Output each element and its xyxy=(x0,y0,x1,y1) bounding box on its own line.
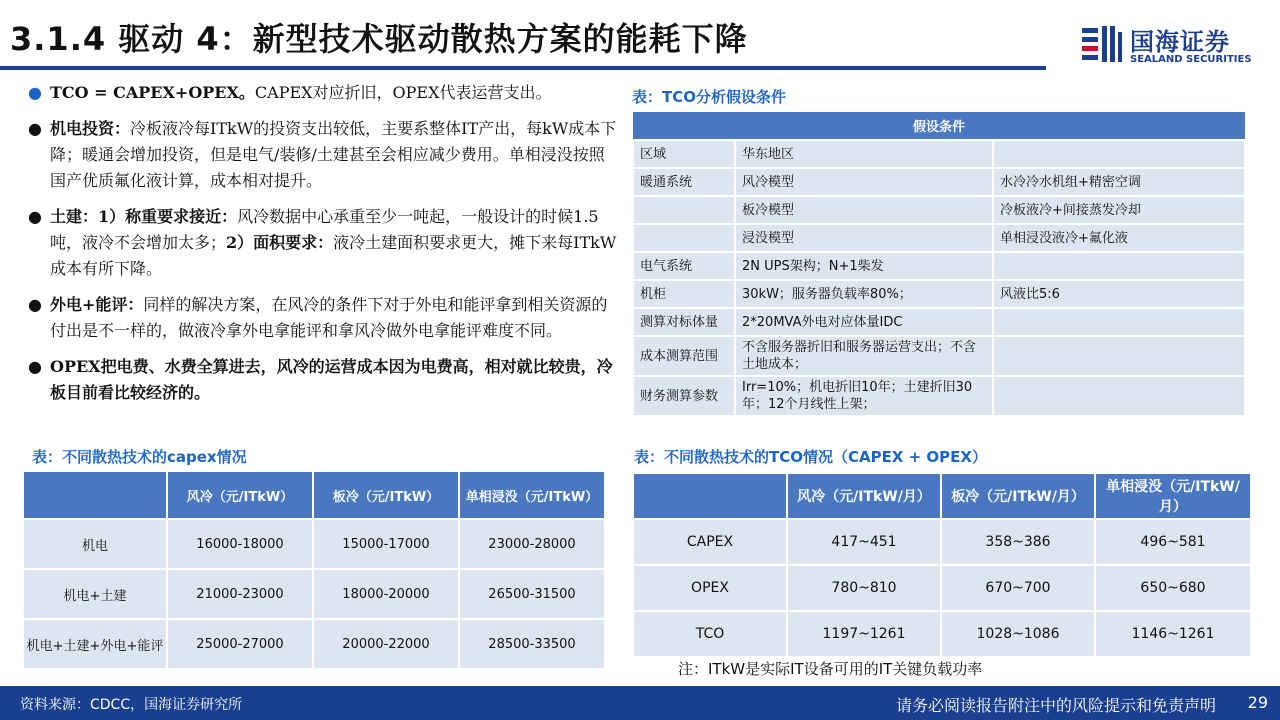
bullet-opex xyxy=(28,354,618,406)
bullet-text: 同样的解决方案，在风冷的条件下对于外电和能评拿到相关资源的付出是不一样的，做液冷拿外电拿能评和拿风冷做外电拿能评难度不同。 xyxy=(50,295,608,340)
capex-table xyxy=(22,470,606,670)
table-cell: 780~810 xyxy=(787,565,941,611)
table-row xyxy=(633,224,1245,252)
bullet-text: OPEX把电费、水费全算进去，风冷的运营成本因为电费高，相对就比较贵，冷板目前看比较经济的。 xyxy=(50,357,613,402)
table-row xyxy=(633,140,1245,168)
table-header-cell: 假设条件 xyxy=(633,112,1245,140)
sealand-logo-icon xyxy=(1080,22,1124,66)
table-cell: CAPEX xyxy=(633,519,787,565)
tco-table-note: 注：ITkW是实际IT设备可用的IT关键负载功率 xyxy=(678,660,983,678)
table-cell: 测算对标体量 xyxy=(633,308,735,336)
table-cell xyxy=(633,224,735,252)
bullet-text: CAPEX对应折旧，OPEX代表运营支出。 xyxy=(254,83,552,102)
table-cell: 30kW；服务器负载率80%； xyxy=(735,280,993,308)
table-header-cell: 板冷（元/ITkW） xyxy=(313,471,459,519)
table-row xyxy=(633,376,1245,416)
table-cell: 670~700 xyxy=(941,565,1095,611)
table-row xyxy=(23,569,605,619)
table-header-cell xyxy=(23,471,167,519)
table-header-cell: 单相浸没（元/ITkW/月） xyxy=(1095,473,1251,519)
table-header-cell xyxy=(633,473,787,519)
logo-text-en: SEALAND SECURITIES xyxy=(1130,54,1252,65)
table-cell: TCO xyxy=(633,611,787,657)
table-cell: 26500-31500 xyxy=(459,569,605,619)
assume-table-caption: 表：TCO分析假设条件 xyxy=(632,88,786,106)
logo-text-cn: 国海证券 xyxy=(1130,28,1230,56)
table-cell: 1146~1261 xyxy=(1095,611,1251,657)
table-cell: 区域 xyxy=(633,140,735,168)
table-cell: 15000-17000 xyxy=(313,519,459,569)
bullet-civil xyxy=(28,204,618,282)
table-cell: OPEX xyxy=(633,565,787,611)
table-cell: 成本测算范围 xyxy=(633,336,735,376)
footer-bar xyxy=(0,686,1280,720)
bullet-lead: 土建：1）称重要求接近： xyxy=(50,207,238,226)
bullet-power-assessment xyxy=(28,292,618,344)
table-row xyxy=(633,252,1245,280)
table-cell xyxy=(633,196,735,224)
table-cell: 1197~1261 xyxy=(787,611,941,657)
table-row xyxy=(633,565,1251,611)
table-cell: 28500-33500 xyxy=(459,619,605,669)
table-cell: 板冷模型 xyxy=(735,196,993,224)
company-logo xyxy=(1080,22,1270,70)
bullet-text: 风冷数据中心承重至少一吨起，一般设计的时候1.5吨，液冷不会增加太多； xyxy=(50,207,599,252)
table-cell: 机柜 xyxy=(633,280,735,308)
table-header-row xyxy=(633,473,1251,519)
bullet-dot-icon: ● xyxy=(28,119,42,138)
page-number: 29 xyxy=(1247,693,1268,712)
bullet-lead: 外电+能评： xyxy=(50,295,144,314)
bullet-dot-icon: ● xyxy=(28,207,42,226)
bullet-tco xyxy=(28,80,618,106)
bullet-dot-icon: ● xyxy=(28,357,42,376)
table-cell: 1028~1086 xyxy=(941,611,1095,657)
table-cell: 23000-28000 xyxy=(459,519,605,569)
table-cell: 358~386 xyxy=(941,519,1095,565)
table-cell: 风液比5:6 xyxy=(993,280,1245,308)
bullet-lead: TCO = CAPEX+OPEX。 xyxy=(50,83,255,102)
table-cell: 25000-27000 xyxy=(167,619,313,669)
bullet-dot-icon: ● xyxy=(28,295,42,314)
table-row xyxy=(633,168,1245,196)
table-row xyxy=(633,336,1245,376)
footer-disclaimer: 请务必阅读报告附注中的风险提示和免责声明 xyxy=(895,696,1216,715)
table-cell xyxy=(993,252,1245,280)
table-row xyxy=(633,519,1251,565)
tco-table xyxy=(632,472,1252,658)
footer-source: 资料来源：CDCC，国海证券研究所 xyxy=(20,697,243,713)
table-cell xyxy=(993,336,1245,376)
table-header-cell: 板冷（元/ITkW/月） xyxy=(941,473,1095,519)
table-header-cell: 单相浸没（元/ITkW） xyxy=(459,471,605,519)
assumption-table xyxy=(632,112,1246,417)
table-cell: 机电+土建 xyxy=(23,569,167,619)
tco-table-caption: 表：不同散热技术的TCO情况（CAPEX + OPEX） xyxy=(634,448,987,466)
table-row xyxy=(23,619,605,669)
bullet-mep-investment xyxy=(28,116,618,194)
table-header-row xyxy=(23,471,605,519)
table-cell: 不含服务器折旧和服务器运营支出；不含土地成本； xyxy=(735,336,993,376)
table-cell: 冷板液冷+间接蒸发冷却 xyxy=(993,196,1245,224)
page-title: 3.1.4 驱动 4：新型技术驱动散热方案的能耗下降 xyxy=(10,20,748,58)
table-cell: 财务测算参数 xyxy=(633,376,735,416)
table-row xyxy=(633,196,1245,224)
table-cell: 2*20MVA外电对应体量IDC xyxy=(735,308,993,336)
table-cell: 浸没模型 xyxy=(735,224,993,252)
table-cell: 电气系统 xyxy=(633,252,735,280)
table-cell: 650~680 xyxy=(1095,565,1251,611)
table-cell: 2N UPS架构；N+1柴发 xyxy=(735,252,993,280)
table-cell: 水冷冷水机组+精密空调 xyxy=(993,168,1245,196)
table-cell xyxy=(993,140,1245,168)
table-cell: 21000-23000 xyxy=(167,569,313,619)
bullet-lead: 机电投资： xyxy=(50,119,131,138)
table-header-row xyxy=(633,112,1245,140)
table-cell: 18000-20000 xyxy=(313,569,459,619)
title-underline xyxy=(0,66,1046,70)
table-header-cell: 风冷（元/ITkW/月） xyxy=(787,473,941,519)
table-row xyxy=(633,280,1245,308)
bullet-lead-2: 2）面积要求： xyxy=(226,233,334,252)
table-cell: 风冷模型 xyxy=(735,168,993,196)
table-cell: 16000-18000 xyxy=(167,519,313,569)
table-cell: 华东地区 xyxy=(735,140,993,168)
bullet-list xyxy=(28,80,618,416)
table-cell: 单相浸没液冷+氟化液 xyxy=(993,224,1245,252)
table-header-cell: 风冷（元/ITkW） xyxy=(167,471,313,519)
bullet-text: 冷板液冷每ITkW的投资支出较低，主要系整体IT产出，每kW成本下降；暖通会增加投资，但是电气/装修/土建甚至会相应减少费用。单相浸没按照国产优质氟化液计算，成本相对提升。 xyxy=(50,119,617,190)
table-row xyxy=(633,308,1245,336)
table-cell: Irr=10%；机电折旧10年；土建折旧30年；12个月线性上架； xyxy=(735,376,993,416)
table-cell xyxy=(993,308,1245,336)
capex-table-caption: 表：不同散热技术的capex情况 xyxy=(32,448,247,466)
bullet-text-2: 液冷土建面积要求更大，摊下来每ITkW成本有所下降。 xyxy=(50,233,617,278)
bullet-dot-icon: ● xyxy=(28,83,42,102)
table-row xyxy=(633,611,1251,657)
table-cell xyxy=(993,376,1245,416)
table-cell: 暖通系统 xyxy=(633,168,735,196)
table-cell: 20000-22000 xyxy=(313,619,459,669)
table-cell: 417~451 xyxy=(787,519,941,565)
table-cell: 机电 xyxy=(23,519,167,569)
table-cell: 496~581 xyxy=(1095,519,1251,565)
table-row xyxy=(23,519,605,569)
table-cell: 机电+土建+外电+能评 xyxy=(23,619,167,669)
